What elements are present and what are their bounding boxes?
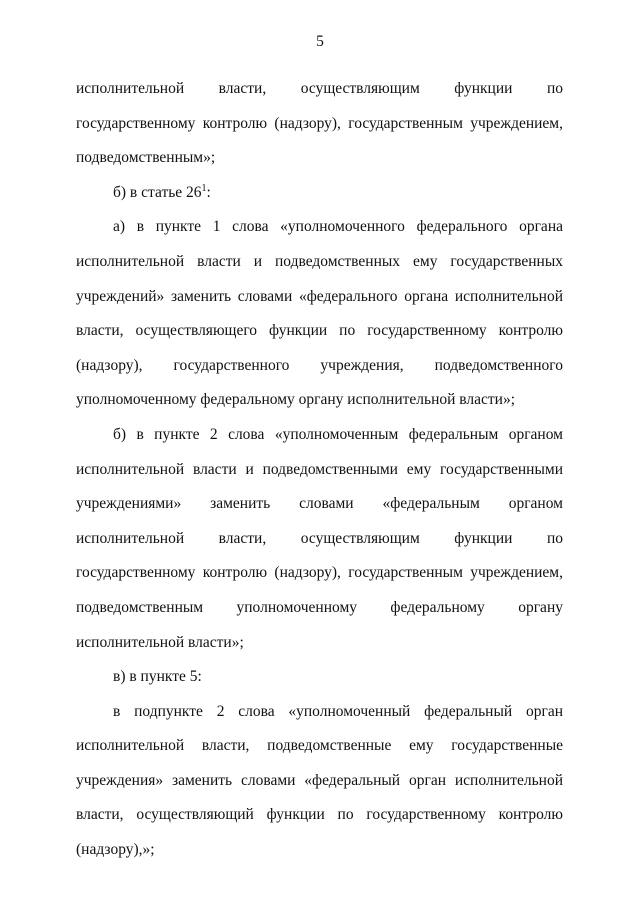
paragraph-continuation: исполнительной власти, осуществляющим функции по государственному контролю (надзору), государственным учреждением, подведомственным»;: [76, 80, 563, 167]
paragraph-subitem-v: в) в пункте 5:: [113, 668, 202, 686]
paragraph-subitem-a: а) в пункте 1 слова «уполномоченного федерального органа исполнительной власти и подведомственных ему государственных учреждений» заменить словами «федерального органа исполнительной власти, осуществляющего функции по государственному контролю (надзору), государственного учреждения, подведомственного уполномоченному федеральному органу исполнительной власти»;: [76, 218, 563, 409]
superscript-index: 1: [201, 182, 207, 194]
paragraph-article-item-b-colon: :: [206, 183, 211, 201]
paragraph-subitem-b: б) в пункте 2 слова «уполномоченным федеральным органом исполнительной власти и подведомственными ему государственными учреждениями» заменить словами «федеральным органом исполнительной власти, осуществляющим функции по государственному контролю (надзору), государственным учреждением, подведомственным уполномоченному федеральному органу исполнительной власти»;: [76, 425, 563, 651]
document-body: [76, 72, 563, 868]
paragraph-article-item-b-text: б) в статье 26: [113, 183, 202, 201]
paragraph-article-item-b: [76, 176, 563, 211]
page-number: 5: [316, 33, 324, 50]
paragraph-subclause-2: в подпункте 2 слова «уполномоченный федеральный орган исполнительной власти, подведомственные ему государственные учреждения» заменить словами «федеральный орган исполнительной власти, осуществляющий функции по государственному контролю (надзору),»;: [76, 702, 563, 859]
